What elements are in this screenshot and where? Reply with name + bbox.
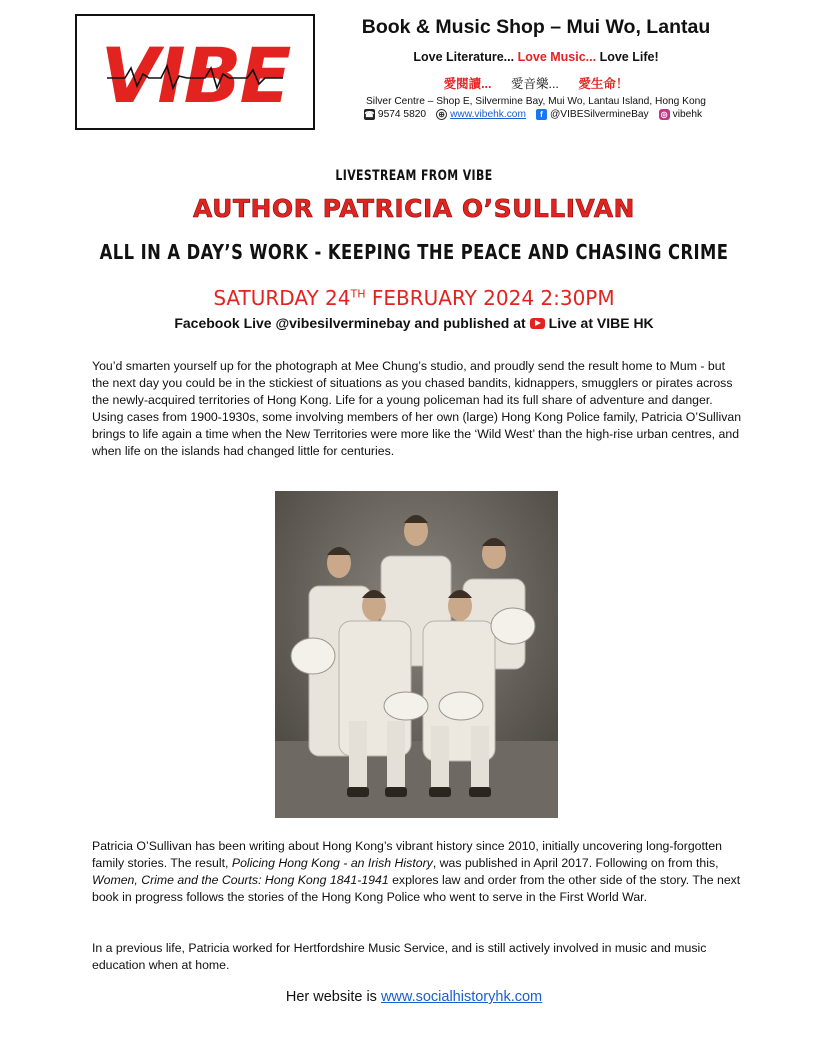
slogan-literature: Love Literature... — [413, 50, 515, 64]
cn-slogan-2: 愛音樂... — [510, 77, 559, 91]
book-title-1: Policing Hong Kong - an Irish History — [231, 856, 433, 870]
livestream-info — [0, 315, 828, 331]
bio-text-b: , was published in April 2017. Following on from this, — [432, 856, 719, 870]
shop-title: Book & Music Shop – Mui Wo, Lantau — [361, 16, 711, 38]
date-day: SATURDAY 24 — [213, 286, 351, 310]
youtube-icon — [530, 318, 545, 329]
phone-number: 9574 5820 — [377, 109, 427, 120]
previous-life-paragraph: In a previous life, Patricia worked for Hertfordshire Music Service, and is still actively involved in music and music education when at home. — [92, 941, 707, 972]
book-title-2: Women, Crime and the Courts: Hong Kong 1841-1941 — [92, 873, 389, 887]
bio-text-a: Patricia O’Sullivan has been writing about Hong Kong’s vibrant history since 2010, initially uncovering long-forgotten family stories. The result, — [92, 839, 723, 870]
event-date — [0, 286, 828, 310]
instagram-icon: ◎ — [659, 109, 670, 120]
globe-icon: ⊕ — [436, 109, 447, 120]
logo-text: VIBE — [100, 31, 290, 120]
cn-slogan-1: 愛閱讀... — [443, 77, 492, 91]
intro-paragraph: You’d smarten yourself up for the photograph at Mee Chung’s studio, and proudly send the result home to Mum - but the next day you could be in the stickiest of situations as you chased bandits, kidnappers, smugglers or pirates across the newly-acquired territories of Hong Kong. Life for a young policeman had its full share of adventure and danger. Using cases from 1900-1930s, some involving members of her own (large) Hong Kong Police family, Patricia O’Sullivan brings to life again a time when the New Territories were more like the ‘Wild West’ than the high-rise urban centres, and when life on the islands had changed little for centuries. — [92, 359, 742, 458]
author-heading: AUTHOR PATRICIA O’SULLIVAN — [193, 194, 635, 223]
shop-website-link[interactable]: www.vibehk.com — [450, 109, 526, 120]
live-text: Facebook Live @vibesilverminebay and published at — [174, 315, 526, 331]
chinese-slogan — [326, 74, 746, 92]
vibe-logo — [75, 14, 315, 130]
phone-icon: ☎ — [364, 110, 375, 119]
date-suffix: TH — [350, 287, 366, 301]
historic-police-photo — [275, 491, 558, 818]
cn-slogan-3: 愛生命！ — [578, 77, 629, 91]
instagram-handle: vibehk — [672, 109, 703, 120]
bio-text-c: explores law and order from the other side of the story. The next book in progress follows the stories of the Hong Kong Police who went to serve in the First World War. — [92, 873, 741, 904]
youtube-channel[interactable]: Live at VIBE HK — [548, 315, 654, 331]
author-website-link[interactable]: www.socialhistoryhk.com — [380, 989, 543, 1005]
shop-slogan — [326, 50, 746, 64]
slogan-music: Love Music... — [517, 50, 597, 64]
facebook-icon: f — [536, 109, 547, 120]
livestream-heading: LIVESTREAM FROM VIBE — [335, 168, 493, 184]
shop-address: Silver Centre – Shop E, Silvermine Bay, Mui Wo, Lantau Island, Hong Kong — [366, 96, 706, 107]
facebook-handle: @VIBESilvermineBay — [549, 109, 649, 120]
talk-title: ALL IN A DAY’S WORK - KEEPING THE PEACE AND CHASING CRIME — [99, 240, 729, 264]
website-label: Her website is — [285, 989, 381, 1005]
author-bio-paragraph — [92, 838, 742, 906]
author-website — [0, 989, 828, 1005]
slogan-life: Love Life! — [599, 50, 659, 64]
contact-row — [326, 109, 746, 120]
date-rest: FEBRUARY 2024 2:30PM — [365, 286, 615, 310]
